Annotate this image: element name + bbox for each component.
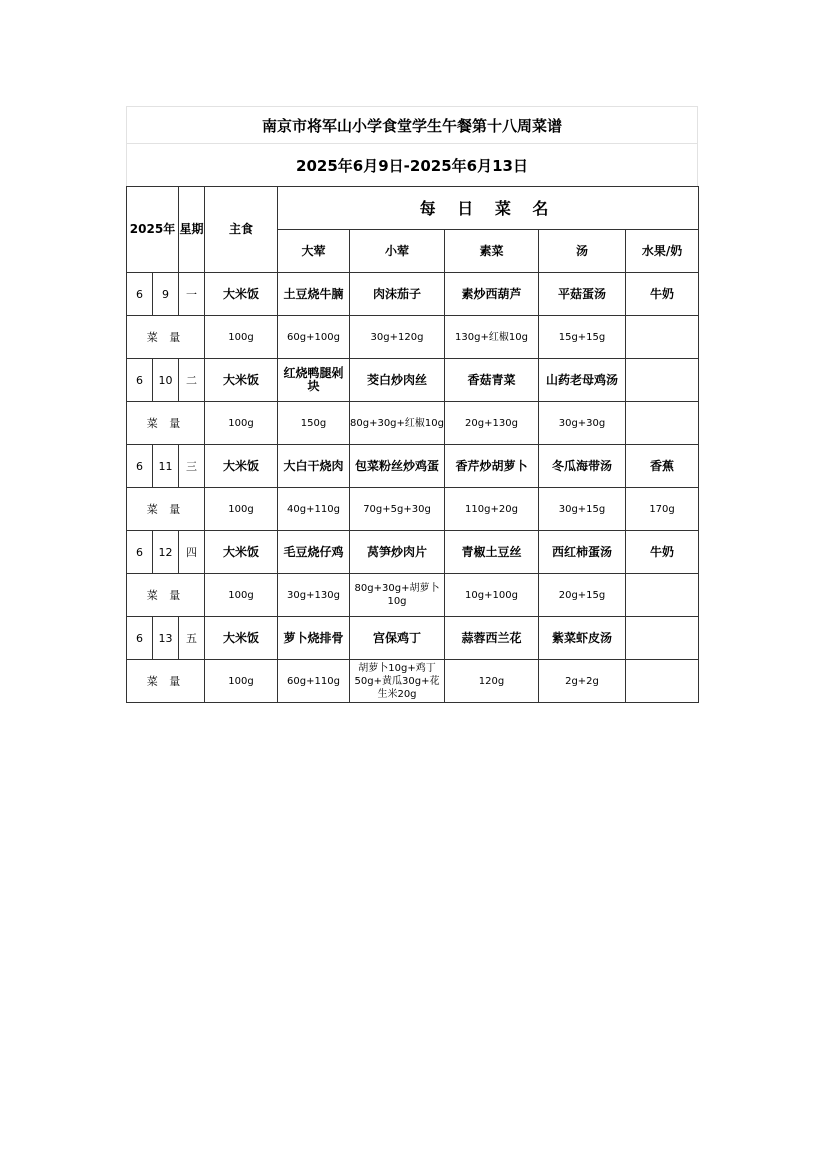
soup-cell: 西红柿蛋汤: [539, 531, 626, 574]
date-range: 2025年6月9日-2025年6月13日: [126, 143, 698, 186]
meat-dish-cell: 毛豆烧仔鸡: [278, 531, 350, 574]
light-meat-dish-cell: 宫保鸡丁: [350, 617, 445, 660]
day-cell: 11: [153, 445, 179, 488]
qty-cell: [626, 660, 699, 703]
meat-dish-cell: 红烧鸭腿剁块: [278, 359, 350, 402]
table-row: [127, 574, 699, 617]
qty-cell: 60g+100g: [278, 316, 350, 359]
weekday-cell: 五: [179, 617, 205, 660]
weekday-cell: 二: [179, 359, 205, 402]
meat-dish-cell: 大白干烧肉: [278, 445, 350, 488]
qty-cell: 30g+130g: [278, 574, 350, 617]
qty-cell: 30g+30g: [539, 402, 626, 445]
qty-cell: 胡萝卜10g+鸡丁50g+黄瓜30g+花生米20g: [350, 660, 445, 703]
vegetable-dish-cell: 香菇青菜: [445, 359, 539, 402]
weekday-cell: 一: [179, 273, 205, 316]
staple-header: 主食: [205, 187, 278, 273]
qty-cell: 150g: [278, 402, 350, 445]
qty-cell: 20g+130g: [445, 402, 539, 445]
fruit-milk-cell: 牛奶: [626, 531, 699, 574]
qty-cell: 100g: [205, 488, 278, 531]
table-row: [127, 359, 699, 402]
qty-cell: 30g+15g: [539, 488, 626, 531]
meat-dish-cell: 土豆烧牛腩: [278, 273, 350, 316]
day-cell: 12: [153, 531, 179, 574]
qty-cell: 30g+120g: [350, 316, 445, 359]
qty-cell: 100g: [205, 402, 278, 445]
menu-title: 南京市将军山小学食堂学生午餐第十八周菜谱: [126, 106, 698, 143]
table-row: [127, 660, 699, 703]
qty-label: 菜 量: [127, 402, 205, 445]
vegetable-dish-cell: 素炒西葫芦: [445, 273, 539, 316]
vegetable-dish-cell: 香芹炒胡萝卜: [445, 445, 539, 488]
qty-cell: [626, 574, 699, 617]
qty-cell: 10g+100g: [445, 574, 539, 617]
table-row: [127, 531, 699, 574]
light-meat-dish-cell: 包菜粉丝炒鸡蛋: [350, 445, 445, 488]
col-header-light-meat: 小荤: [350, 230, 445, 273]
table-row: [127, 445, 699, 488]
qty-cell: [626, 402, 699, 445]
vegetable-dish-cell: 蒜蓉西兰花: [445, 617, 539, 660]
col-header-meat: 大荤: [278, 230, 350, 273]
staple-cell: 大米饭: [205, 273, 278, 316]
year-header: 2025年: [127, 187, 179, 273]
qty-cell: 40g+110g: [278, 488, 350, 531]
qty-cell: 60g+110g: [278, 660, 350, 703]
staple-cell: 大米饭: [205, 359, 278, 402]
weekday-header: 星期: [179, 187, 205, 273]
staple-cell: 大米饭: [205, 617, 278, 660]
qty-cell: 2g+2g: [539, 660, 626, 703]
qty-cell: 130g+红椒10g: [445, 316, 539, 359]
col-header-fruit-milk: 水果/奶: [626, 230, 699, 273]
col-header-soup: 汤: [539, 230, 626, 273]
staple-cell: 大米饭: [205, 531, 278, 574]
qty-cell: 100g: [205, 316, 278, 359]
qty-cell: 100g: [205, 660, 278, 703]
soup-cell: 山药老母鸡汤: [539, 359, 626, 402]
weekday-cell: 三: [179, 445, 205, 488]
staple-cell: 大米饭: [205, 445, 278, 488]
table-row: [127, 316, 699, 359]
month-cell: 6: [127, 617, 153, 660]
daily-dishes-header: 每 日 菜 名: [278, 187, 699, 230]
table-row: [127, 617, 699, 660]
qty-cell: 100g: [205, 574, 278, 617]
day-cell: 10: [153, 359, 179, 402]
table-row: [127, 273, 699, 316]
qty-cell: 20g+15g: [539, 574, 626, 617]
soup-cell: 平菇蛋汤: [539, 273, 626, 316]
light-meat-dish-cell: 莴笋炒肉片: [350, 531, 445, 574]
meat-dish-cell: 萝卜烧排骨: [278, 617, 350, 660]
light-meat-dish-cell: 肉沫茄子: [350, 273, 445, 316]
qty-label: 菜 量: [127, 316, 205, 359]
fruit-milk-cell: [626, 359, 699, 402]
qty-label: 菜 量: [127, 488, 205, 531]
qty-cell: 110g+20g: [445, 488, 539, 531]
qty-cell: 15g+15g: [539, 316, 626, 359]
light-meat-dish-cell: 茭白炒肉丝: [350, 359, 445, 402]
month-cell: 6: [127, 273, 153, 316]
month-cell: 6: [127, 531, 153, 574]
col-header-vegetable: 素菜: [445, 230, 539, 273]
fruit-milk-cell: [626, 617, 699, 660]
qty-label: 菜 量: [127, 660, 205, 703]
fruit-milk-cell: 牛奶: [626, 273, 699, 316]
qty-cell: [626, 316, 699, 359]
weekday-cell: 四: [179, 531, 205, 574]
month-cell: 6: [127, 445, 153, 488]
table-row: [127, 402, 699, 445]
month-cell: 6: [127, 359, 153, 402]
menu-sheet: [126, 106, 698, 703]
qty-cell: 170g: [626, 488, 699, 531]
day-cell: 9: [153, 273, 179, 316]
soup-cell: 紫菜虾皮汤: [539, 617, 626, 660]
vegetable-dish-cell: 青椒土豆丝: [445, 531, 539, 574]
qty-cell: 80g+30g+胡萝卜10g: [350, 574, 445, 617]
menu-table: [126, 186, 699, 703]
qty-cell: 80g+30g+红椒10g: [350, 402, 445, 445]
table-row: [127, 488, 699, 531]
qty-cell: 120g: [445, 660, 539, 703]
fruit-milk-cell: 香蕉: [626, 445, 699, 488]
qty-cell: 70g+5g+30g: [350, 488, 445, 531]
soup-cell: 冬瓜海带汤: [539, 445, 626, 488]
day-cell: 13: [153, 617, 179, 660]
qty-label: 菜 量: [127, 574, 205, 617]
